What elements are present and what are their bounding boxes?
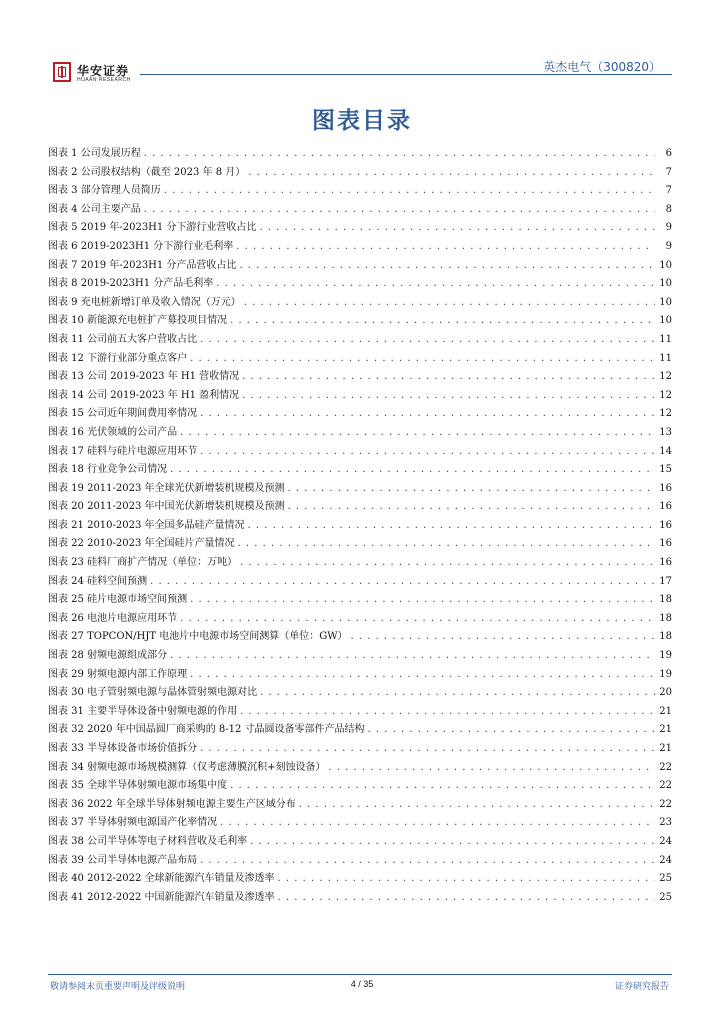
company-ticker: 英杰电气（300820） [543, 60, 661, 74]
toc-entry[interactable] [48, 275, 672, 294]
toc-entry[interactable] [48, 870, 672, 889]
toc-entry-page: 25 [659, 873, 672, 885]
toc-leader-dots [242, 387, 655, 406]
footer-doc-type: 证券研究报告 [614, 982, 669, 992]
toc-entry[interactable] [48, 312, 672, 331]
toc-entry-label: 图表 30 电子管射频电源与晶体管射频电源对比 [48, 687, 258, 699]
footer-page-number: 4 / 35 [350, 979, 374, 989]
toc-entry-page: 16 [659, 501, 672, 513]
toc-leader-dots [288, 480, 655, 499]
toc-entry[interactable] [48, 647, 672, 666]
toc-entry[interactable] [48, 554, 672, 573]
toc-leader-dots [190, 350, 655, 369]
toc-entry[interactable] [48, 684, 672, 703]
toc-entry[interactable] [48, 201, 672, 220]
toc-entry-page: 18 [659, 631, 672, 643]
toc-entry-page: 11 [659, 333, 672, 345]
toc-leader-dots [259, 219, 655, 238]
toc-entry-page: 10 [659, 278, 672, 290]
huaan-logo [53, 62, 139, 86]
toc-entry-label: 图表 6 2019-2023H1 分下游行业毛利率 [48, 240, 234, 252]
toc-entry-page: 7 [665, 185, 672, 197]
toc-entry-page: 17 [659, 575, 672, 587]
toc-entry-label: 图表 41 2012-2022 中国新能源汽车销量及渗透率 [48, 891, 275, 903]
toc-entry-label: 图表 7 2019 年-2023H1 分产品营收占比 [48, 259, 237, 271]
toc-entry-page: 16 [659, 519, 672, 531]
toc-entry-label: 图表 40 2012-2022 全球新能源汽车销量及渗透率 [48, 873, 275, 885]
logo-chinese-name: 华安证券 [77, 64, 130, 78]
toc-leader-dots [240, 554, 655, 573]
toc-entry-page: 11 [659, 352, 672, 364]
toc-entry-label: 图表 33 半导体设备市场价值拆分 [48, 743, 198, 754]
toc-entry[interactable] [48, 387, 672, 406]
toc-entry[interactable] [48, 740, 672, 759]
toc-entry-label: 图表 32 2020 年中国晶圆厂商采购的 8-12 寸晶圆设备零部件产品结构 [48, 724, 365, 736]
toc-entry-label: 图表 3 部分管理人员简历 [48, 185, 161, 197]
toc-entry-page: 24 [659, 835, 672, 847]
toc-entry-page: 12 [659, 371, 672, 383]
toc-entry-label: 图表 37 半导体射频电源国产化率情况 [48, 817, 218, 829]
toc-leader-dots [216, 275, 655, 294]
toc-entry[interactable] [48, 443, 672, 462]
toc-entry-label: 图表 27 TOPCON/HJT 电池片中电源市场空间测算（单位：GW） [48, 631, 348, 643]
toc-entry-label: 图表 11 公司前五大客户营收占比 [48, 333, 198, 345]
toc-leader-dots [200, 852, 655, 871]
toc-entry[interactable] [48, 721, 672, 740]
toc-entry-label: 图表 26 电池片电源应用环节 [48, 612, 178, 624]
toc-entry-label: 图表 35 全球半导体射频电源市场集中度 [48, 780, 228, 792]
toc-entry-label: 图表 24 硅料空间预测 [48, 575, 148, 587]
toc-leader-dots [248, 164, 655, 183]
toc-entry-page: 9 [665, 240, 672, 252]
toc-entry-page: 6 [665, 148, 672, 159]
toc-entry[interactable] [48, 796, 672, 815]
toc-entry[interactable] [48, 219, 672, 238]
page-title: 图表目录 [312, 108, 412, 134]
toc-entry[interactable] [48, 628, 672, 647]
toc-entry[interactable] [48, 573, 672, 592]
toc-entry[interactable] [48, 405, 672, 424]
toc-entry-page: 22 [659, 780, 672, 792]
toc-entry-label: 图表 39 公司半导体电源产品布局 [48, 854, 198, 866]
toc-entry-page: 13 [659, 426, 672, 438]
header-divider [140, 74, 672, 75]
toc-entry-page: 20 [659, 687, 672, 699]
toc-entry-label: 图表 19 2011-2023 年全球光伏新增装机规模及预测 [48, 482, 285, 494]
toc-list [48, 145, 672, 907]
toc-leader-dots [230, 777, 655, 796]
toc-leader-dots [144, 145, 655, 164]
toc-entry-page: 10 [659, 259, 672, 271]
toc-leader-dots [180, 424, 655, 443]
toc-leader-dots [260, 684, 655, 703]
toc-entry-label: 图表 9 充电桩新增订单及收入情况（万元） [48, 296, 241, 308]
toc-entry[interactable] [48, 833, 672, 852]
toc-entry-page: 16 [659, 538, 672, 550]
toc-entry-page: 22 [659, 798, 672, 810]
toc-leader-dots [278, 889, 655, 908]
toc-entry[interactable] [48, 145, 672, 164]
toc-leader-dots [200, 443, 655, 462]
toc-leader-dots [220, 814, 655, 833]
toc-entry-label: 图表 36 2022 年全球半导体射频电源主要生产区域分布 [48, 798, 296, 810]
toc-entry-label: 图表 22 2010-2023 年全国硅片产量情况 [48, 538, 235, 550]
toc-leader-dots [170, 647, 655, 666]
toc-entry[interactable] [48, 238, 672, 257]
toc-entry-page: 14 [659, 445, 672, 457]
toc-entry-label: 图表 21 2010-2023 年全国多晶硅产量情况 [48, 519, 245, 531]
toc-entry[interactable] [48, 759, 672, 778]
toc-entry-label: 图表 15 公司近年期间费用率情况 [48, 408, 198, 420]
toc-leader-dots [230, 312, 655, 331]
toc-entry-label: 图表 16 光伏领域的公司产品 [48, 426, 178, 438]
toc-entry-label: 图表 34 射频电源市场规模测算（仅考虑薄膜沉积+刻蚀设备） [48, 761, 326, 773]
toc-entry[interactable] [48, 666, 672, 685]
toc-entry-label: 图表 28 射频电源组成部分 [48, 650, 168, 662]
toc-leader-dots [244, 294, 655, 313]
toc-entry[interactable] [48, 257, 672, 276]
toc-entry[interactable] [48, 461, 672, 480]
toc-leader-dots [180, 610, 655, 629]
toc-entry-label: 图表 13 公司 2019-2023 年 H1 营收情况 [48, 371, 240, 383]
toc-entry[interactable] [48, 814, 672, 833]
toc-entry[interactable] [48, 777, 672, 796]
toc-entry[interactable] [48, 852, 672, 871]
toc-leader-dots [242, 368, 655, 387]
toc-entry-label: 图表 5 2019 年-2023H1 分下游行业营收占比 [48, 222, 257, 234]
toc-leader-dots [200, 740, 655, 759]
toc-entry-page: 10 [659, 315, 672, 327]
toc-entry-page: 8 [665, 203, 672, 215]
toc-entry-page: 21 [659, 724, 672, 736]
footer-disclaimer: 敬请参阅末页重要声明及评级说明 [50, 982, 186, 992]
toc-entry-label: 图表 10 新能源充电桩扩产募投项目情况 [48, 315, 228, 327]
toc-entry-page: 19 [659, 668, 672, 680]
toc-entry-label: 图表 18 行业竞争公司情况 [48, 464, 168, 476]
toc-entry-label: 图表 23 硅料厂商扩产情况（单位：万吨） [48, 557, 238, 569]
toc-entry[interactable] [48, 535, 672, 554]
toc-entry[interactable] [48, 350, 672, 369]
toc-entry[interactable] [48, 498, 672, 517]
toc-leader-dots [368, 721, 655, 740]
toc-entry-label: 图表 20 2011-2023 年中国光伏新增装机规模及预测 [48, 501, 285, 513]
toc-entry-label: 图表 8 2019-2023H1 分产品毛利率 [48, 278, 214, 290]
toc-leader-dots [200, 405, 655, 424]
toc-leader-dots [164, 182, 655, 201]
logo-english-name: HUAAN RESEARCH [77, 77, 131, 83]
toc-entry-label: 图表 29 射频电源内部工作原理 [48, 668, 188, 680]
toc-leader-dots [144, 201, 655, 220]
toc-entry-label: 图表 38 公司半导体等电子材料营收及毛利率 [48, 835, 248, 847]
toc-leader-dots [236, 238, 655, 257]
toc-entry[interactable] [48, 610, 672, 629]
toc-leader-dots [248, 517, 655, 536]
toc-entry[interactable] [48, 424, 672, 443]
toc-entry-label: 图表 25 硅片电源市场空间预测 [48, 594, 188, 606]
toc-leader-dots [150, 573, 655, 592]
toc-entry-page: 9 [665, 222, 672, 234]
toc-entry[interactable] [48, 591, 672, 610]
toc-entry[interactable] [48, 294, 672, 313]
toc-entry-page: 24 [659, 854, 672, 866]
toc-leader-dots [328, 759, 655, 778]
toc-entry[interactable] [48, 368, 672, 387]
toc-entry-page: 16 [659, 557, 672, 569]
toc-entry-page: 12 [659, 389, 672, 401]
toc-entry-page: 16 [659, 482, 672, 494]
toc-entry-label: 图表 4 公司主要产品 [48, 203, 141, 215]
toc-entry-label: 图表 12 下游行业部分重点客户 [48, 352, 188, 364]
toc-entry-page: 18 [659, 612, 672, 624]
toc-entry-page: 21 [659, 705, 672, 717]
toc-entry[interactable] [48, 480, 672, 499]
toc-entry-page: 23 [659, 817, 672, 829]
toc-leader-dots [250, 833, 655, 852]
toc-leader-dots [170, 461, 655, 480]
toc-entry-page: 19 [659, 650, 672, 662]
toc-entry-label: 图表 14 公司 2019-2023 年 H1 盈利情况 [48, 389, 240, 401]
toc-entry-page: 15 [659, 464, 672, 476]
toc-entry-page: 22 [659, 761, 672, 773]
toc-entry[interactable] [48, 331, 672, 350]
toc-entry-page: 7 [665, 166, 672, 178]
toc-entry[interactable] [48, 182, 672, 201]
toc-entry-page: 10 [659, 296, 672, 308]
toc-entry-label: 图表 17 硅料与硅片电源应用环节 [48, 445, 198, 457]
toc-leader-dots [240, 703, 655, 722]
toc-leader-dots [190, 591, 655, 610]
toc-entry[interactable] [48, 889, 672, 908]
toc-entry[interactable] [48, 517, 672, 536]
toc-leader-dots [288, 498, 655, 517]
footer-divider [48, 974, 672, 975]
toc-leader-dots [278, 870, 655, 889]
toc-leader-dots [351, 628, 656, 647]
toc-entry-page: 12 [659, 408, 672, 420]
toc-entry-label: 图表 1 公司发展历程 [48, 148, 141, 159]
toc-entry[interactable] [48, 164, 672, 183]
toc-entry-label: 图表 31 主要半导体设备中射频电源的作用 [48, 705, 238, 717]
toc-leader-dots [299, 796, 655, 815]
toc-leader-dots [238, 535, 655, 554]
huaan-logo-icon [53, 62, 71, 82]
toc-entry-page: 18 [659, 594, 672, 606]
toc-entry[interactable] [48, 703, 672, 722]
toc-entry-page: 21 [659, 743, 672, 754]
toc-leader-dots [190, 666, 655, 685]
toc-entry-page: 25 [659, 891, 672, 903]
toc-leader-dots [200, 331, 655, 350]
toc-leader-dots [239, 257, 655, 276]
toc-entry-label: 图表 2 公司股权结构（截至 2023 年 8 月） [48, 166, 246, 178]
